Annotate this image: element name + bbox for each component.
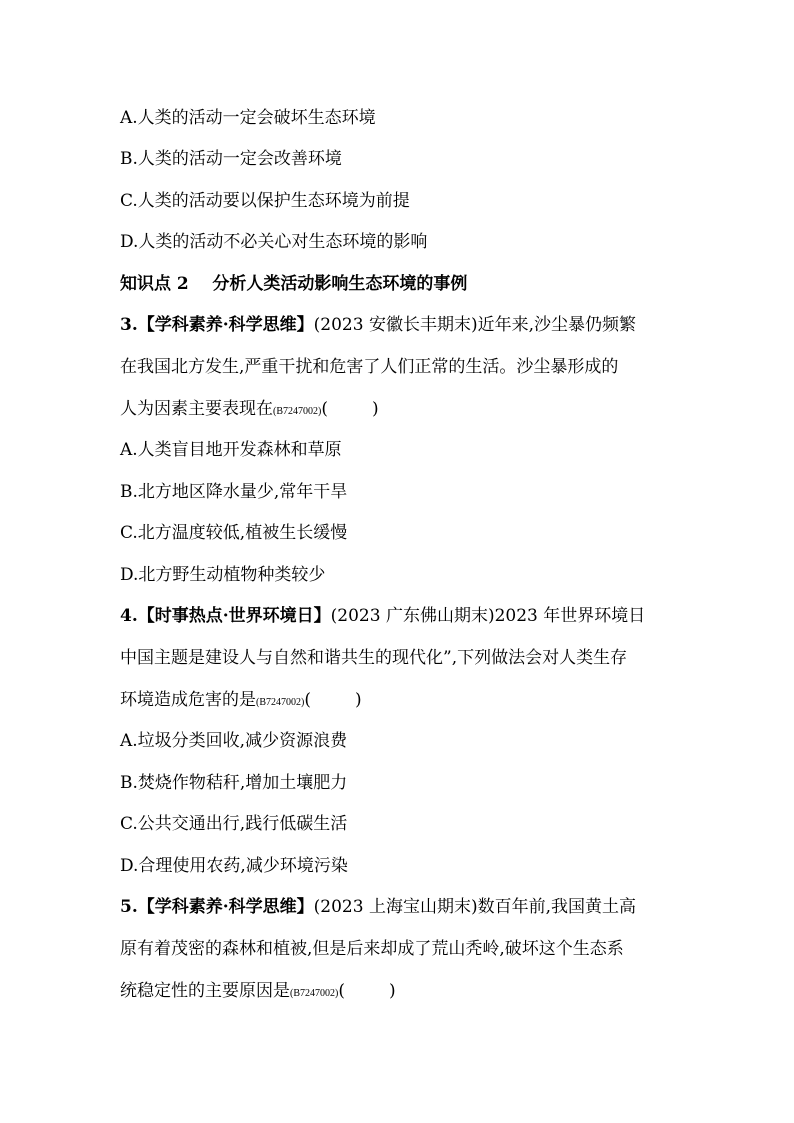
- q3-text-3: 人为因素主要表现在: [120, 399, 273, 419]
- q5-line-2: 原有着茂密的森林和植被,但是后来却成了荒山秃岭,破坏这个生态系: [120, 939, 624, 959]
- q5-line-1: [120, 895, 700, 919]
- q3-option-a: A.人类盲目地开发森林和草原: [120, 440, 342, 460]
- q4-option-c: C.公共交通出行,践行低碳生活: [120, 814, 348, 834]
- q2-option-a: A.人类的活动一定会破坏生态环境: [120, 108, 376, 128]
- q5-text-3: 统稳定性的主要原因是: [120, 981, 290, 1001]
- q5-tag: 【学科素养·科学思维】: [137, 897, 314, 917]
- q3-line-1: [120, 313, 700, 337]
- q2-option-c: C.人类的活动要以保护生态环境为前提: [120, 191, 410, 211]
- q3-paren-open: (: [321, 399, 328, 419]
- q3-code: (B7247002): [273, 406, 322, 417]
- q4-option-a: A.垃圾分类回收,减少资源浪费: [120, 731, 348, 751]
- q4-line-2: 中国主题是建设人与自然和谐共生的现代化”,下列做法会对人类生存: [120, 648, 628, 668]
- q5-paren-close: ): [388, 981, 396, 1001]
- q4-line-1: [120, 604, 700, 628]
- q4-line-3: [120, 688, 700, 715]
- q3-source: (2023 安徽长丰期末): [313, 315, 478, 335]
- q4-paren-close: ): [354, 690, 362, 710]
- q3-option-c: C.北方温度较低,植被生长缓慢: [120, 523, 348, 543]
- q3-option-d: D.北方野生动植物种类较少: [120, 565, 326, 585]
- q4-text-3: 环境造成危害的是: [120, 690, 256, 710]
- q4-text-1: 2023 年世界环境日: [494, 606, 646, 626]
- q4-tag: 【时事热点·世界环境日】: [137, 606, 331, 626]
- q4-code: (B7247002): [256, 697, 305, 708]
- q3-paren-close: ): [371, 399, 379, 419]
- q5-number: 5.: [120, 897, 138, 917]
- q3-line-3: [120, 397, 700, 424]
- q3-text-1: 近年来,沙尘暴仍频繁: [477, 315, 637, 335]
- q3-line-2: 在我国北方发生,严重干扰和危害了人们正常的生活。沙尘暴形成的: [120, 357, 619, 377]
- section-heading: 知识点 2 分析人类活动影响生态环境的事例: [120, 274, 468, 294]
- q5-code: (B7247002): [290, 988, 339, 999]
- q2-option-b: B.人类的活动一定会改善环境: [120, 149, 342, 169]
- q2-option-d: D.人类的活动不必关心对生态环境的影响: [120, 232, 428, 252]
- q4-paren-open: (: [304, 690, 311, 710]
- q3-option-b: B.北方地区降水量少,常年干旱: [120, 482, 348, 502]
- q4-option-b: B.焚烧作物秸秆,增加土壤肥力: [120, 773, 348, 793]
- q4-option-d: D.合理使用农药,减少环境污染: [120, 856, 348, 876]
- q3-tag: 【学科素养·科学思维】: [137, 315, 314, 335]
- q5-text-1: 数百年前,我国黄土高: [477, 897, 637, 917]
- q5-line-3: [120, 979, 700, 1006]
- q5-source: (2023 上海宝山期末): [313, 897, 478, 917]
- q4-source: (2023 广东佛山期末): [330, 606, 495, 626]
- q3-number: 3.: [120, 315, 138, 335]
- q4-number: 4.: [120, 606, 138, 626]
- q5-paren-open: (: [338, 981, 345, 1001]
